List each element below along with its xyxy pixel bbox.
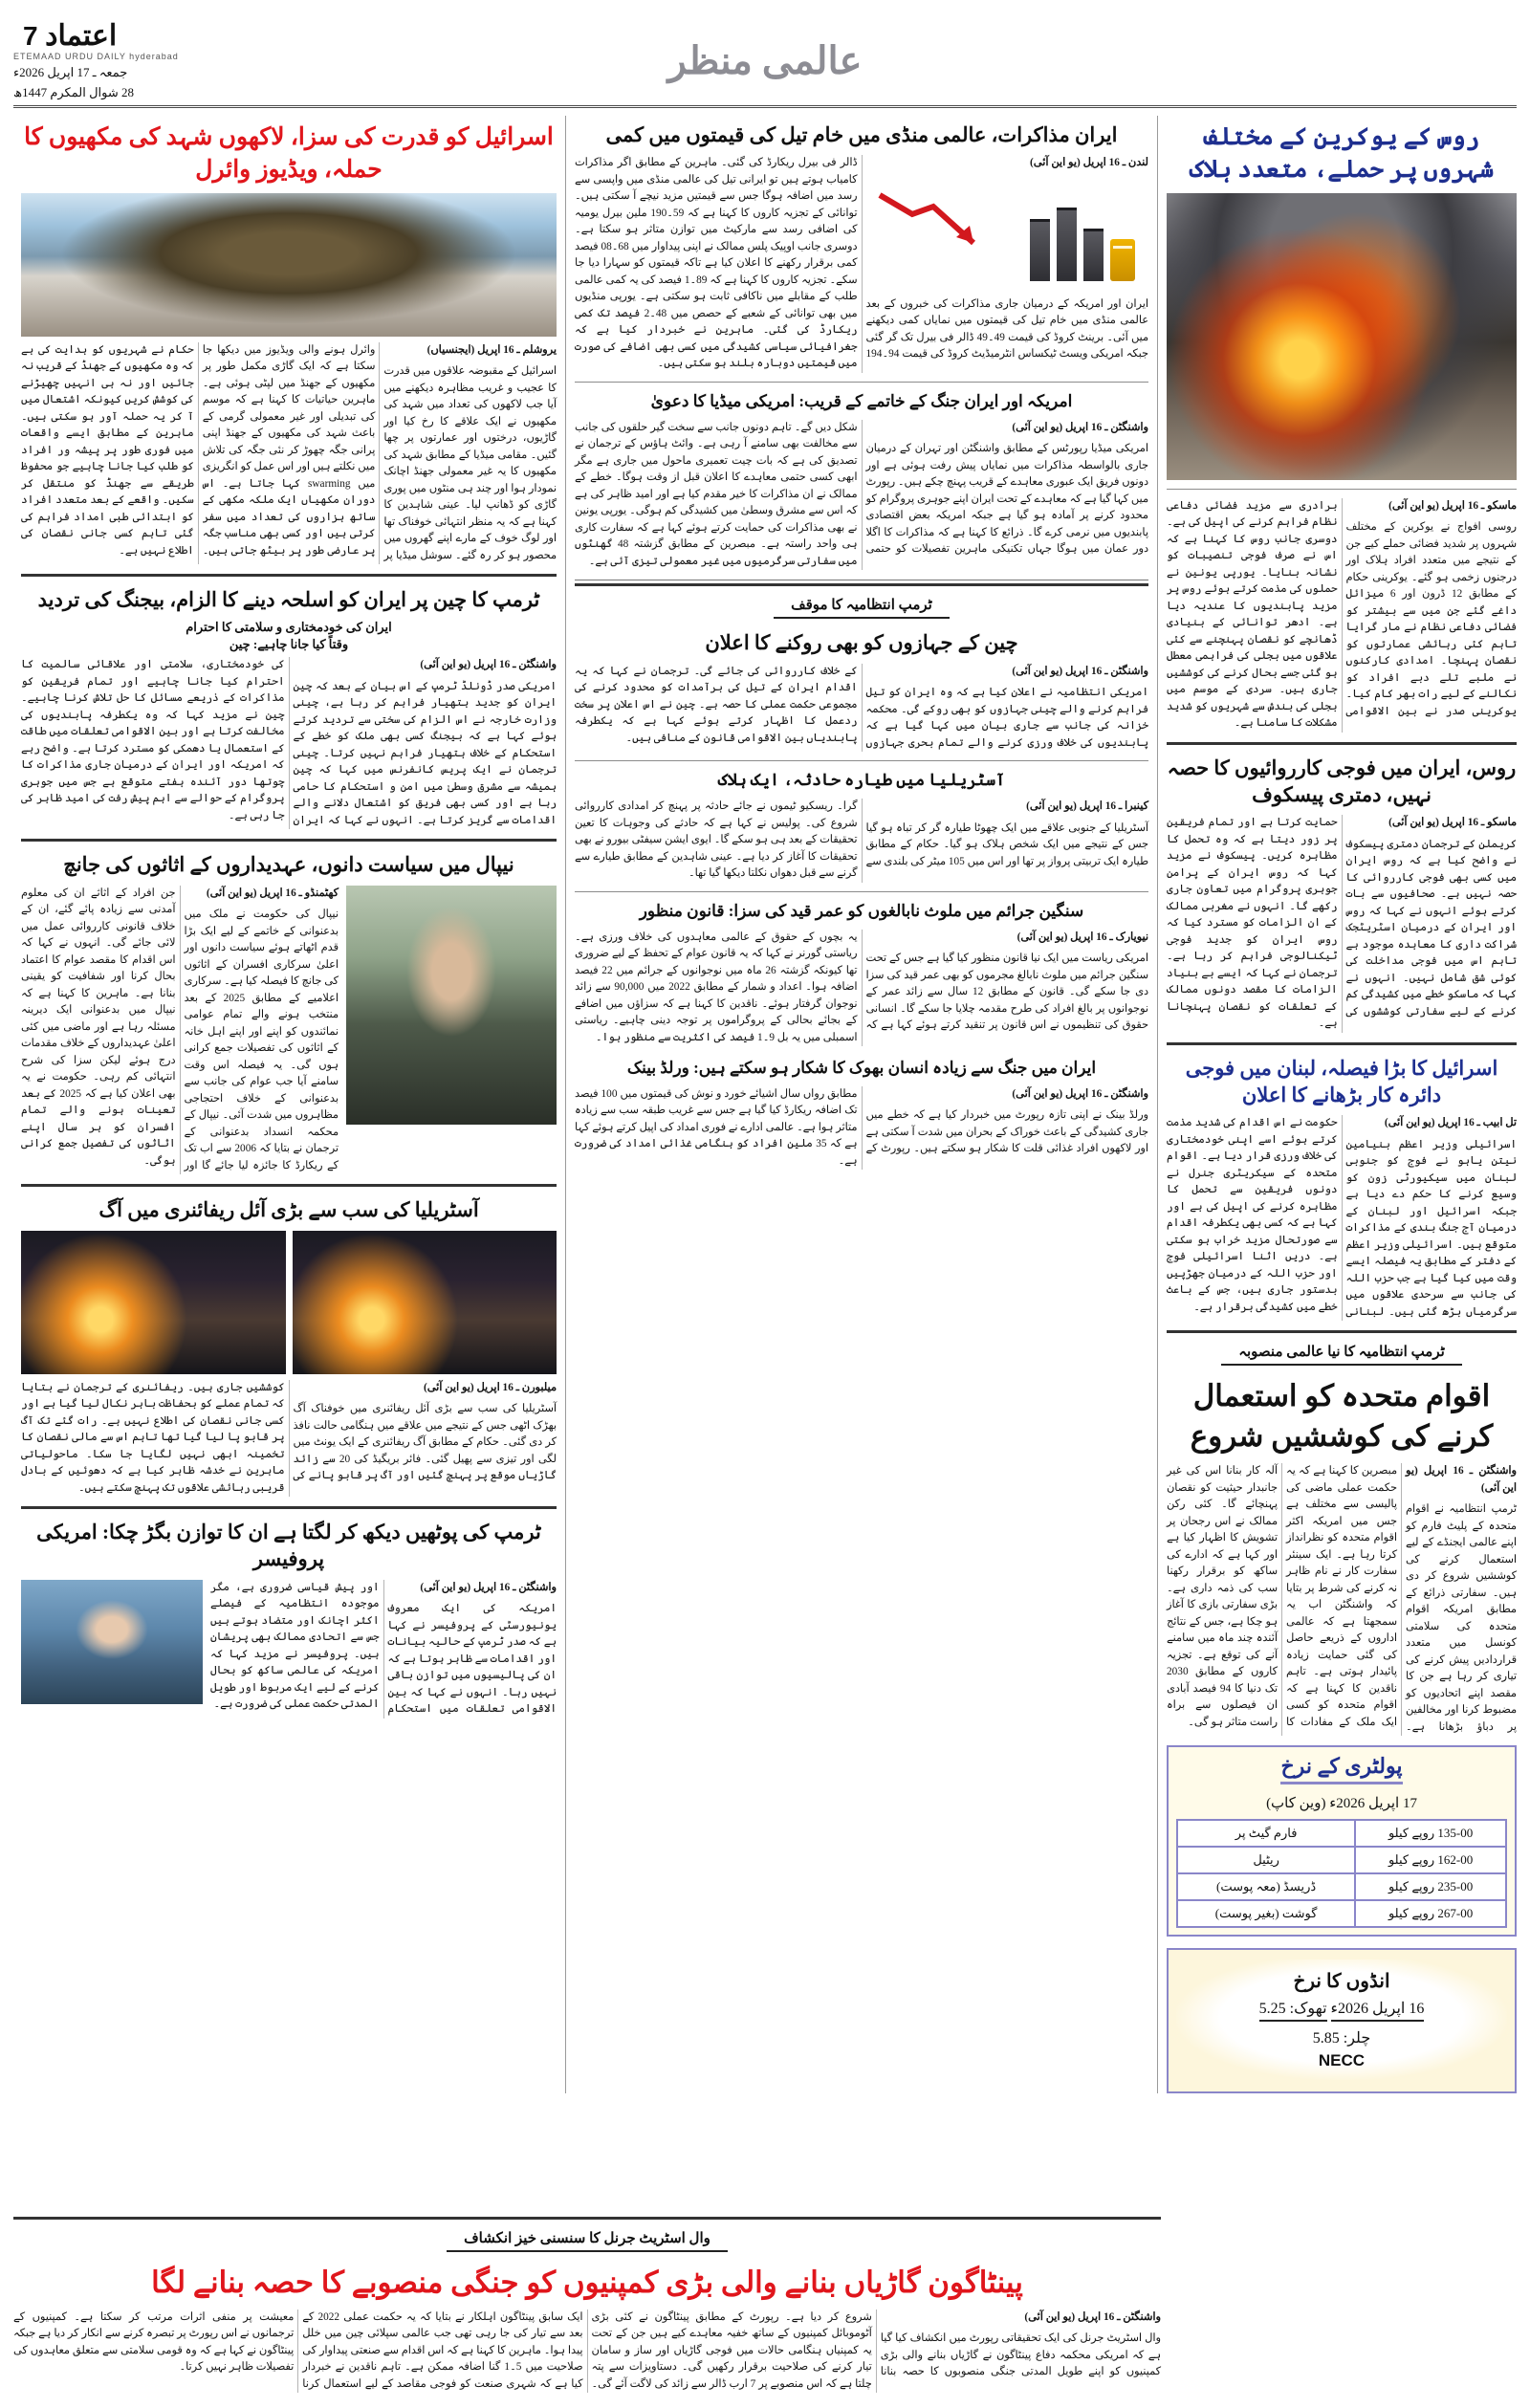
dateline-pentagon: واشنگٹن ـ 16 اپریل (یو این آئی) bbox=[1024, 2310, 1161, 2323]
body-china-trump: امریکی صدر ڈونلڈ ٹرمپ کے اس بیان کے بعد کہ چین ایران کو جدید ہتھیار فراہم کر رہا ہے، چینی وزارت خارجہ نے اس الزام کی سختی سے تردید کرتے ہوئے کہا ہے کہ بیجنگ کسی بھی ملک کو خطے کے استحکام کے خلاف ہتھیار فراہم نہیں کرتا۔ چینی ترجمان نے ایک پریس کانفرنس میں کہا کہ چین ہمیشہ سے مشرق وسطیٰ میں امن و استحکام کا حامی رہا ہے اور کسی بھی فریق کو اشتعال دلانے والے اقدامات سے گریز کرتا ہے۔ انہوں نے کہا کہ ایران کی خودمختاری، سلامتی اور علاقائی سالمیت کا احترام کیا جانا چاہیے اور تمام فریقین کو مذاکرات کے ذریعے مسائل کا حل تلاش کرنا چاہیے۔ چین نے مزید کہا کہ وہ یکطرفہ پابندیوں کی مخالفت کرتا ہے اور بین الاقوامی تعلقات میں طاقت کے استعمال یا دھمکی کو مسترد کرتا ہے۔ واضح رہے کہ امریکہ اور ایران کے درمیان جاری مذاکرات کا چوتھا دور آئندہ ہفتے متوقع ہے جس میں جوہری پروگرام کے حوالے سے اہم پیش رفت کی امید ظاہر کی جا رہی ہے۔ bbox=[21, 659, 557, 826]
article-america-iran-body bbox=[575, 420, 1148, 571]
headline-russia-ukraine: روس کے یوکرین کے مختلف شہروں پر حملے، متعدد ہلاک bbox=[1190, 124, 1494, 183]
dateline-china-trump: واشنگٹن ـ 16 اپریل (یو این آئی) bbox=[420, 659, 557, 671]
poultry-value-1: 162-00 روپے کیلو bbox=[1355, 1847, 1506, 1873]
body-oil-market: ایران اور امریکہ کے درمیان جاری مذاکرات کی خبروں کے بعد عالمی منڈی میں خام تیل کی قیمتوں میں نمایاں کمی دیکھنے میں آئی۔ برینٹ کروڈ کی قیمت 49۔49 ڈالر فی بیرل تک گر گئی جبکہ امریکی ویسٹ ٹیکساس انٹرمیڈیٹ کروڈ کی قیمت 94۔194 ڈالر فی بیرل ریکارڈ کی گئی۔ ماہرین کے مطابق اگر مذاکرات کامیاب ہوتے ہیں تو ایرانی تیل کی عالمی منڈی میں واپسی سے رسد میں اضافہ ہوگا جس سے قیمتیں مزید نیچے آ سکتی ہیں۔ توانائی کے تجزیہ کاروں کا کہنا ہے کہ 59۔190 ملین بیرل یومیہ کی اضافی رسد سے مارکیٹ میں توازن متاثر ہو سکتا ہے۔ دوسری جانب اوپیک پلس ممالک نے اپنی پیداوار میں 68۔08 فیصد کمی برقرار رکھنے کا اعلان کیا ہے تاکہ قیمتوں کو سہارا دیا جا سکے۔ تجزیہ کاروں کا کہنا ہے کہ 89۔1 فیصد کی یہ کمی عالمی طلب کے مقابلے میں ناکافی ثابت ہو سکتی ہے۔ یورپی منڈیوں میں بھی توانائی کے شعبے کے حصص میں 48۔2 فیصد تک کمی ریکارڈ کی گئی۔ ماہرین نے خبردار کیا ہے کہ جغرافیائی سیاسی کشیدگی میں کسی بھی اضافے کی صورت میں قیمتیں دوبارہ بلند ہو سکتی ہیں۔ bbox=[575, 157, 1148, 370]
headline-bees: اسرائیل کو قدرت کی سزا، لاکھوں شہد کی مکھیوں کا حملہ، ویڈیوز وائرل bbox=[24, 124, 554, 183]
table-row bbox=[1177, 1847, 1506, 1873]
article-pentagon-body bbox=[13, 2309, 1161, 2394]
photo-refinery-fire-2 bbox=[21, 1231, 286, 1374]
photo-nepal-official bbox=[346, 886, 557, 1125]
trump-professor-row bbox=[21, 1580, 557, 1718]
paper-name: اعتماد bbox=[45, 20, 118, 52]
body-un-plan: ٹرمپ انتظامیہ نے اقوام متحدہ کے پلیٹ فارم کو اپنے عالمی ایجنڈے کے لیے استعمال کرنے کی کوششیں شروع کر دی ہیں۔ سفارتی ذرائع کے مطابق امریکہ اقوام متحدہ کی سلامتی کونسل میں متعدد قراردادیں پیش کرنے کی تیاری کر رہا ہے جن کا مقصد اپنے اتحادیوں کو مضبوط کرنا اور مخالفین پر دباؤ بڑھانا ہے۔ مبصرین کا کہنا ہے کہ یہ حکمت عملی ماضی کی پالیسی سے مختلف ہے جس میں امریکہ اکثر اقوام متحدہ کو نظرانداز کرتا رہا ہے۔ ایک سینئر سفارت کار نے نام ظاہر نہ کرنے کی شرط پر بتایا کہ واشنگٹن اب یہ سمجھتا ہے کہ عالمی اداروں کے ذریعے حاصل کی گئی حمایت زیادہ پائیدار ہوتی ہے۔ تاہم ناقدین کا کہنا ہے کہ اقوام متحدہ کو کسی ایک ملک کے مفادات کا آلہ کار بنانا اس کی غیر جانبدار حیثیت کو نقصان پہنچائے گا۔ کئی رکن ممالک نے اس رجحان پر تشویش کا اظہار کیا ہے اور کہا ہے کہ ادارے کی ساکھ کو برقرار رکھنا سب کی ذمہ داری ہے۔ بڑی سفارتی بازی کا آغاز ہو چکا ہے، جس کے نتائج آئندہ چند ماہ میں سامنے آنے کی توقع ہے۔ تجزیہ کاروں کے مطابق 2030 تک دنیا کا 94 فیصد آبادی ان فیصلوں سے براہ راست متاثر ہو گی۔ bbox=[1167, 1465, 1517, 1733]
poultry-name-0: فارم گیٹ پر bbox=[1177, 1820, 1355, 1847]
dateline-israel-lebanon: تل ابیب ـ 16 اپریل (یو این آئی) bbox=[1384, 1117, 1517, 1129]
photo-bees-swarm bbox=[21, 193, 557, 337]
headline-israel-lebanon: اسرائیل کا بڑا فیصلہ، لبنان میں فوجی دائرہ کار بڑھانے کا اعلان bbox=[1185, 1056, 1498, 1107]
subhead-china-trump-1: ایران کی خودمختاری و سلامتی کا احترام bbox=[186, 620, 392, 635]
headline-pentagon: پینٹاگون گاڑیاں بنانے والی بڑی کمپنیوں کو جنگی منصوبے کا حصہ بنانے لگا bbox=[151, 2265, 1023, 2299]
poultry-name-3: گوشت (بغیر پوست) bbox=[1177, 1900, 1355, 1927]
body-america-iran: امریکی میڈیا رپورٹس کے مطابق واشنگٹن اور تہران کے درمیان جاری بالواسطہ مذاکرات میں نمایاں پیش رفت ہوئی ہے اور دونوں فریق ایک عبوری معاہدے کے قریب پہنچ چکے ہیں۔ رپورٹ میں کہا گیا ہے کہ معاہدے کے تحت ایران اپنے جوہری پروگرام کو محدود کرنے پر آمادہ ہو گیا ہے جبکہ امریکہ بعض اقتصادی پابندیوں میں نرمی کرے گا۔ ذرائع کا کہنا ہے کہ مذاکرات کا اگلا دور عمان میں ہوگا جہاں تکنیکی ماہرین تفصیلات کو حتمی شکل دیں گے۔ تاہم دونوں جانب سے سخت گیر حلقوں کی جانب سے مخالفت بھی سامنے آ رہی ہے۔ وائٹ ہاؤس کے ترجمان نے تصدیق کی ہے کہ بات چیت تعمیری ماحول میں جاری ہے مگر ابھی کسی حتمی معاہدے کا اعلان قبل از وقت ہوگا۔ خطے کے ممالک نے ان مذاکرات کا خیر مقدم کیا ہے اور امید ظاہر کی ہے کہ اس سے مشرق وسطیٰ میں کشیدگی کم ہوگی۔ یورپی یونین نے بھی مذاکرات کی حمایت کرتے ہوئے کہا ہے کہ سفارت کاری ہی واحد راستہ ہے۔ مبصرین کے مطابق گزشتہ 48 گھنٹوں میں سفارتی سرگرمیوں میں غیر معمولی تیزی آئی ہے۔ bbox=[575, 421, 1148, 567]
column-divider bbox=[1157, 116, 1158, 2093]
body-russia-ukraine: روسی افواج نے یوکرین کے مختلف شہروں پر شدید فضائی حملے کیے جن کے نتیجے میں متعدد افراد ہلاک اور درجنوں زخمی ہو گئے۔ یوکرینی حکام کے مطابق 12 ڈرون اور 6 میزائل داغے گئے جن میں سے بیشتر کو فضائی دفاعی نظام نے مار گرایا تاہم کئی رہائشی عمارتوں کو نقصان پہنچا۔ امدادی کارکنوں نے ملبے تلے دبے افراد کو نکالنے کے لیے رات بھر کام کیا۔ یوکرینی صدر نے بین الاقوامی برادری سے مزید فضائی دفاعی نظام فراہم کرنے کی اپیل کی ہے۔ دوسری جانب روس کا کہنا ہے کہ اس نے صرف فوجی تنصیبات کو نشانہ بنایا۔ یورپی یونین نے حملوں کی مذمت کرتے ہوئے روس پر مزید پابندیوں کا عندیہ دیا ہے۔ ادھر توانائی کے بنیادی ڈھانچے کو نقصان پہنچنے سے کئی علاقوں میں بجلی کی فراہمی معطل ہو گئی جسے بحال کرنے کی کوششیں جاری ہیں۔ سردی کے موسم میں بجلی کی بندش سے شہریوں کو شدید مشکلات کا سامنا ہے۔ bbox=[1167, 499, 1517, 729]
photo-refinery-fire-1 bbox=[293, 1231, 557, 1374]
article-crime-law-body bbox=[575, 930, 1148, 1047]
page-number: 7 bbox=[23, 21, 38, 51]
article-oil-market-body bbox=[575, 155, 1148, 373]
dateline-russia-iran: ماسکو ـ 16 اپریل (یو این آئی) bbox=[1388, 817, 1517, 829]
headline-australia-plane: آسٹریلیا میں طیارہ حادثہ، ایک ہلاک bbox=[717, 771, 1006, 790]
article-china-trump-body bbox=[21, 657, 557, 829]
photo-un-spokesperson bbox=[21, 1580, 203, 1704]
headline-australia-refinery: آسٹریلیا کی سب سے بڑی آئل ریفائنری میں آگ bbox=[98, 1198, 479, 1222]
kicker-china-aircraft: ٹرمپ انتظامیہ کا موقف bbox=[774, 596, 950, 619]
poultry-name-2: ڈریسڈ (معہ پوست) bbox=[1177, 1873, 1355, 1900]
body-australia-refinery: آسٹریلیا کی سب سے بڑی آئل ریفائنری میں خوفناک آگ بھڑک اٹھی جس کے نتیجے میں علاقے میں ہنگامی حالت نافذ کر دی گئی۔ حکام کے مطابق آگ ریفائنری کے ایک یونٹ میں لگی اور تیزی سے پھیل گئی۔ فائر بریگیڈ کی 20 سے زائد گاڑیاں موقع پر پہنچ گئیں اور آگ پر قابو پانے کی کوششیں جاری ہیں۔ ریفائنری کے ترجمان نے بتایا کہ تمام عملے کو بحفاظت باہر نکال لیا گیا ہے اور کسی جانی نقصان کی اطلاع نہیں ہے۔ رات گئے تک آگ پر قابو پا لیا گیا تھا تاہم اس سے مالی نقصان کا تخمینہ ابھی نہیں لگایا جا سکا۔ ماحولیاتی ماہرین نے خدشہ ظاہر کیا ہے کہ دھوئیں کے بادل قریبی رہائشی علاقوں تک پہنچ سکتے ہیں۔ bbox=[21, 1381, 557, 1494]
dateline-nepal: کھٹمنڈو ـ 16 اپریل (یو این آئی) bbox=[206, 887, 339, 899]
body-bees: اسرائیل کے مقبوضہ علاقوں میں قدرت کا عجیب و غریب مظاہرہ دیکھنے میں آیا جب لاکھوں کی تعداد میں شہد کی مکھیوں نے ایک علاقے کا رخ کیا اور گاڑیوں، درختوں اور عمارتوں پر چھا گئیں۔ مقامی میڈیا کے مطابق شہد کی مکھیوں کا یہ غیر معمولی جھنڈ اچانک نمودار ہوا اور چند ہی منٹوں میں پوری گاڑی کو ڈھانپ لیا۔ عینی شاہدین کا کہنا ہے کہ یہ منظر انتہائی خوفناک تھا اور لوگ خوف کے مارے اپنے گھروں میں محصور ہو کر رہ گئے۔ سوشل میڈیا پر وائرل ہونے والی ویڈیوز میں دیکھا جا سکتا ہے کہ ایک گاڑی مکمل طور پر مکھیوں کے جھنڈ میں لپٹی ہوئی ہے۔ ماہرین حیاتیات کا کہنا ہے کہ موسم کی تبدیلی اور غیر معمولی گرمی کے باعث شہد کی مکھیوں کے جھنڈ اپنی پرانی جگہ چھوڑ کر نئی جگہ کی تلاش میں نکلتے ہیں اور اس عمل کو انگریزی میں swarming کہا جاتا ہے۔ اس دوران مکھیاں ایک ملکہ مکھی کے ساتھ ہزاروں کی تعداد میں سفر کرتی ہیں اور کسی بھی مناسب جگہ پر عارضی طور پر بیٹھ جاتی ہیں۔ حکام نے شہریوں کو ہدایت کی ہے کہ وہ مکھیوں کے جھنڈ کے قریب نہ جائیں اور نہ ہی انہیں چھیڑنے کی کوشش کریں کیونکہ اشتعال میں آ کر یہ حملہ آور ہو سکتی ہیں۔ ماہرین کے مطابق ایسے واقعات میں فوری طور پر پیشہ ور افراد کو طلب کیا جانا چاہیے جو محفوظ طریقے سے جھنڈ کو منتقل کر سکیں۔ واقعے کے بعد متعدد افراد کو ابتدائی طبی امداد فراہم کی گئی تاہم کسی جانی نقصان کی اطلاع نہیں ہے۔ bbox=[21, 343, 557, 561]
body-crime-law: امریکی ریاست میں ایک نیا قانون منظور کیا گیا ہے جس کے تحت سنگین جرائم میں ملوث نابالغ مجرموں کو بھی عمر قید کی سزا دی جا سکے گی۔ قانون کے مطابق 12 سال سے زائد عمر کے نوجوانوں پر بالغ افراد کی طرح مقدمہ چلایا جا سکے گا۔ انسانی حقوق کی تنظیموں نے اس قانون پر تنقید کرتے ہوئے کہا ہے کہ یہ بچوں کے حقوق کے عالمی معاہدوں کی خلاف ورزی ہے۔ ریاستی گورنر نے کہا کہ یہ قانون عوام کے تحفظ کے لیے ضروری تھا کیونکہ گزشتہ 26 ماہ میں نوجوانوں کے جرائم میں 22 فیصد اضافہ ہوا۔ اعداد و شمار کے مطابق 2022 میں 90,000 سے زائد نوجوان گرفتار ہوئے۔ ناقدین کا کہنا ہے کہ سزاؤں میں اضافے کے بجائے بحالی کے پروگراموں پر توجہ دینی چاہیے۔ ریاستی اسمبلی میں یہ بل 9۔1 فیصد کی اکثریت سے منظور ہوا۔ bbox=[575, 930, 1148, 1043]
masthead bbox=[13, 17, 1517, 108]
downtrend-arrow-icon bbox=[874, 187, 989, 254]
article-trump-professor-body bbox=[210, 1580, 557, 1718]
chart-bar-0 bbox=[1030, 219, 1050, 281]
table-row bbox=[1177, 1820, 1506, 1847]
egg-rates-box bbox=[1167, 1948, 1517, 2093]
dateline-crime-law: نیویارک ـ 16 اپریل (یو این آئی) bbox=[1016, 930, 1148, 943]
chart-bar-2 bbox=[1083, 229, 1104, 281]
poultry-value-0: 135-00 روپے کیلو bbox=[1355, 1820, 1506, 1847]
section-title-wrap bbox=[13, 38, 1517, 83]
article-bees-body bbox=[21, 342, 557, 565]
date-hijri: 28 شوال المکرم 1447ھ bbox=[13, 85, 134, 100]
newspaper-page bbox=[0, 17, 1530, 2408]
body-russia-iran: کریملن کے ترجمان دمتری پیسکوف نے واضح کیا ہے کہ روس ایران میں کسی بھی فوجی کارروائی کا حصہ نہیں ہے۔ صحافیوں سے بات کرتے ہوئے انہوں نے کہا کہ روس اور ایران کے درمیان اسٹریٹجک شراکت داری کا معاہدہ موجود ہے تاہم اس میں فوجی مداخلت کی کوئی شق شامل نہیں۔ انہوں نے کہا کہ ماسکو خطے میں کشیدگی کم کرنے کے لیے سفارتی کوششوں کی حمایت کرتا ہے اور تمام فریقین پر زور دیتا ہے کہ وہ تحمل کا مظاہرہ کریں۔ پیسکوف نے مزید کہا کہ روس ایران کے پرامن جوہری پروگرام میں تعاون جاری رکھے گا۔ انہوں نے مغربی ممالک کے ان الزامات کو مسترد کیا کہ روس ایران کو جدید فوجی ٹیکنالوجی فراہم کر رہا ہے۔ ترجمان نے کہا کہ ایسے بے بنیاد الزامات کا مقصد دونوں ممالک کے تعلقات کو نقصان پہنچانا ہے۔ bbox=[1167, 817, 1517, 1030]
column-left bbox=[21, 116, 557, 2093]
dateline-oil-market: لندن ـ 16 اپریل (یو این آئی) bbox=[1030, 157, 1148, 169]
headline-hunger: ایران میں جنگ سے زیادہ انسان بھوک کا شکار ہو سکتے ہیں: ورلڈ بینک bbox=[626, 1059, 1097, 1077]
subhead-china-trump-2: وقتاً کیا جانا چاہیے: چین bbox=[229, 637, 349, 652]
dateline-america-iran: واشنگٹن ـ 16 اپریل (یو این آئی) bbox=[1012, 421, 1148, 433]
dateline-un-plan: واشنگٹن ـ 16 اپریل (یو این آئی) bbox=[1406, 1465, 1517, 1494]
chart-bars bbox=[1030, 208, 1135, 281]
dateline-russia-ukraine: ماسکو ـ 16 اپریل (یو این آئی) bbox=[1388, 499, 1517, 512]
table-row bbox=[1177, 1873, 1506, 1900]
pentagon-strip bbox=[13, 2207, 1161, 2393]
table-row bbox=[1177, 1900, 1506, 1927]
chart-bar-1 bbox=[1057, 208, 1077, 281]
column-divider bbox=[565, 116, 566, 2093]
body-china-aircraft: امریکی انتظامیہ نے اعلان کیا ہے کہ وہ ایران کو تیل فراہم کرنے والے چینی جہازوں کو بھی روکے گی۔ محکمہ خزانہ کی جانب سے جاری بیان میں کہا گیا ہے کہ پابندیوں کی خلاف ورزی کرنے والے تمام بحری جہازوں کے خلاف کارروائی کی جائے گی۔ ترجمان نے کہا کہ یہ اقدام ایران کے تیل کی برآمدات کو محدود کرنے کی مجموعی حکمت عملی کا حصہ ہے۔ چین نے اس اعلان پر سخت ردعمل کا اظہار کرتے ہوئے کہا ہے کہ یکطرفہ پابندیاں بین الاقوامی قانون کے منافی ہیں۔ bbox=[575, 665, 1148, 749]
photo-ukraine-fire bbox=[1167, 193, 1517, 480]
kicker-un-wrap bbox=[1167, 1343, 1517, 1370]
chart-tank-icon bbox=[1110, 239, 1135, 281]
headline-trump-professor: ٹرمپ کی پوٹھیں دیکھ کر لگتا ہے ان کا توازن بگڑ چکا: امریکی پروفیسر bbox=[36, 1521, 541, 1571]
poultry-date: 17 اپریل 2026ء (وین کاپ) bbox=[1266, 1796, 1417, 1812]
body-australia-plane: آسٹریلیا کے جنوبی علاقے میں ایک چھوٹا طیارہ گر کر تباہ ہو گیا جس کے نتیجے میں ایک شخص ہلاک ہو گیا۔ حکام کے مطابق طیارہ ایک تربیتی پرواز پر تھا اور اس میں 105 میٹر کی بلندی سے گرا۔ ریسکیو ٹیموں نے جائے حادثہ پر پہنچ کر امدادی کارروائی شروع کی۔ پولیس نے کہا ہے کہ حادثے کی وجوہات کا تعین تحقیقات کے بعد ہی ہو سکے گا۔ ایوی ایشن سیفٹی بیورو نے بھی تحقیقات کا آغاز کر دیا ہے۔ عینی شاہدین کے مطابق طیارے سے گرنے سے قبل دھواں نکلتا دیکھا گیا تھا۔ bbox=[575, 800, 1149, 880]
article-australia-plane-body bbox=[575, 799, 1148, 883]
article-russia-ukraine-body bbox=[1167, 498, 1517, 733]
date-gregorian: جمعہ ـ 17 اپریل 2026ء bbox=[13, 64, 128, 79]
headline-russia-iran-military: روس، ایران میں فوجی کارروائیوں کا حصہ نہیں، دمتری پیسکوف bbox=[1167, 755, 1517, 806]
article-russia-iran-body bbox=[1167, 815, 1517, 1033]
body-israel-lebanon: اسرائیلی وزیر اعظم بنیامین نیتن یاہو نے فوج کو جنوبی لبنان میں سیکیورٹی زون کو وسیع کرنے کا حکم دے دیا ہے جبکہ اسرائیل اور لبنان کے درمیان آج جنگ بندی کے مذاکرات متوقع ہیں۔ اسرائیلی وزیر اعظم کے دفتر کے مطابق یہ فیصلہ ایسے وقت میں کیا گیا ہے جب حزب اللہ کی جانب سے سرحدی علاقوں میں سرگرمیاں بڑھ گئی ہیں۔ لبنانی حکومت نے اس اقدام کی شدید مذمت کرتے ہوئے اسے اپنی خودمختاری کی خلاف ورزی قرار دیا ہے۔ اقوام متحدہ کے سیکریٹری جنرل نے دونوں فریقین سے تحمل کا مظاہرہ کرنے کی اپیل کی ہے اور کہا ہے کہ کسی بھی یکطرفہ اقدام سے صورتحال مزید خراب ہو سکتی ہے۔ دریں اثنا اسرائیلی فوج اور حزب اللہ کے درمیان جھڑپیں بدستور جاری ہیں، جس کے باعث خطے میں کشیدگی برقرار ہے۔ bbox=[1167, 1117, 1517, 1318]
dateline-trump-professor: واشنگٹن ـ 16 اپریل (یو این آئی) bbox=[420, 1581, 557, 1593]
poultry-name-1: ریٹیل bbox=[1177, 1847, 1355, 1873]
poultry-rates-box bbox=[1167, 1745, 1517, 1937]
poultry-title: پولٹری کے نرخ bbox=[1280, 1754, 1402, 1784]
headline-crime-law: سنگین جرائم میں ملوث نابالغوں کو عمر قید کی سزا: قانون منظور bbox=[639, 901, 1084, 920]
headline-america-iran-war: امریکہ اور ایران جنگ کے خاتمے کے قریب: امریکی میڈیا کا دعویٰ bbox=[650, 391, 1073, 410]
article-nepal-body bbox=[21, 886, 339, 1175]
headline-un-plan: اقوام متحدہ کو استعمال کرنے کی کوششیں شروع bbox=[1190, 1379, 1494, 1454]
body-nepal: نیپال کی حکومت نے ملک میں بدعنوانی کے خاتمے کے لیے ایک بڑا قدم اٹھاتے ہوئے سیاست دانوں اور اعلیٰ سرکاری افسران کے اثاثوں کی جانچ کا فیصلہ کیا ہے۔ سرکاری اعلامیے کے مطابق 2025 کے بعد منتخب ہونے والے تمام عوامی نمائندوں کو اپنے اور اپنے اہل خانہ کے اثاثوں کی تفصیلات جمع کرانی ہوں گی۔ یہ فیصلہ اس وقت سامنے آیا جب عوام کی جانب سے بدعنوانی کے خلاف احتجاجی مظاہروں میں شدت آئی۔ نیپال کے محکمہ انسداد بدعنوانی کے ترجمان نے بتایا کہ 2006 سے اب تک کے ریکارڈ کا جائزہ لیا جائے گا اور جن افراد کے اثاثے ان کی معلوم آمدنی سے زیادہ پائے گئے، ان کے خلاف قانونی کارروائی عمل میں لائی جائے گی۔ انہوں نے کہا کہ اس اقدام کا مقصد عوام کا اعتماد بحال کرنا اور شفافیت کو یقینی بنانا ہے۔ ماہرین کا کہنا ہے کہ نیپال میں بدعنوانی ایک دیرینہ مسئلہ رہا ہے اور ماضی میں کئی اعلیٰ عہدیداروں کے خلاف مقدمات درج ہوئے لیکن سزا کی شرح انتہائی کم رہی۔ حکومت نے یہ بھی اعلان کیا ہے کہ 2025 کے بعد تعینات ہونے والے تمام افسران کو ہر سال اپنے اثاثوں کی تفصیل جمع کرانی ہوگی۔ bbox=[21, 887, 339, 1171]
egg-retail: چلر: 5.85 bbox=[1312, 2030, 1371, 2047]
kicker-china-aircraft-wrap bbox=[575, 596, 1148, 624]
paper-latin-name: ETEMAAD URDU DAILY hyderabad bbox=[13, 51, 179, 61]
column-middle bbox=[575, 116, 1148, 2093]
dateline-hunger: واشنگٹن ـ 16 اپریل (یو این آئی) bbox=[1012, 1087, 1148, 1100]
egg-date: 16 اپریل 2026ء bbox=[1331, 1999, 1425, 2022]
poultry-value-3: 267-00 روپے کیلو bbox=[1355, 1900, 1506, 1927]
article-un-plan-body bbox=[1167, 1463, 1517, 1736]
body-pentagon: وال اسٹریٹ جرنل کی ایک تحقیقاتی رپورٹ میں انکشاف کیا گیا ہے کہ امریکی محکمہ دفاع پینٹاگون نے گاڑیاں بنانے والی بڑی کمپنیوں کو اپنے طویل المدتی جنگی منصوبوں کا حصہ بنانا شروع کر دیا ہے۔ رپورٹ کے مطابق پینٹاگون نے کئی بڑی آٹوموبائل کمپنیوں کے ساتھ خفیہ معاہدے کیے ہیں جن کے تحت یہ کمپنیاں ہنگامی حالات میں فوجی گاڑیاں اور ساز و سامان تیار کرنے کی صلاحیت برقرار رکھیں گی۔ دستاویزات سے پتہ چلتا ہے کہ اس منصوبے پر 7 ارب ڈالر سے زائد کی لاگت آئے گی۔ ایک سابق پینٹاگون اہلکار نے بتایا کہ یہ حکمت عملی 2022 کے بعد سے تیار کی جا رہی تھی جب عالمی سپلائی چین میں خلل پیدا ہوا۔ ماہرین کا کہنا ہے کہ اس اقدام سے صنعتی پیداوار کی صلاحیت میں 5۔1 گنا اضافہ ممکن ہے۔ تاہم ناقدین نے خبردار کیا ہے کہ شہری صنعت کو فوجی مقاصد کے لیے استعمال کرنا معیشت پر منفی اثرات مرتب کر سکتا ہے۔ کمپنیوں کے ترجمانوں نے اس رپورٹ پر تبصرہ کرنے سے انکار کر دیا ہے جبکہ پینٹاگون نے کہا ہے کہ وہ قومی سلامتی سے متعلق معاہدوں کی تفصیلات ظاہر نہیں کرتا۔ bbox=[13, 2310, 1161, 2390]
dateline-australia-plane: کینبرا ـ 16 اپریل (یو این آئی) bbox=[1026, 800, 1148, 813]
poultry-title-wrap bbox=[1176, 1754, 1507, 1790]
poultry-rates-table bbox=[1176, 1819, 1507, 1928]
kicker-un-plan: ٹرمپ انتظامیہ کا نیا عالمی منصوبہ bbox=[1221, 1343, 1462, 1366]
poultry-value-2: 235-00 روپے کیلو bbox=[1355, 1873, 1506, 1900]
nepal-row bbox=[21, 886, 557, 1175]
article-hunger-body bbox=[575, 1086, 1148, 1171]
egg-oval bbox=[1176, 1959, 1507, 2080]
refinery-photo-row bbox=[21, 1231, 557, 1374]
column-right bbox=[1167, 116, 1517, 2093]
headline-china-trump: ٹرمپ کا چین پر ایران کو اسلحہ دینے کا الزام، بیجنگ کی تردید bbox=[37, 588, 540, 611]
article-australia-refinery-body bbox=[21, 1380, 557, 1498]
oil-price-chart bbox=[866, 178, 1149, 293]
headline-nepal: نیپال میں سیاست دانوں، عہدیداروں کے اثاثوں کی جانچ bbox=[63, 853, 514, 877]
kicker-pentagon: وال اسٹریٹ جرنل کا سنسنی خیز انکشاف bbox=[447, 2229, 728, 2252]
dateline-australia-refinery: میلبورن ـ 16 اپریل (یو این آئی) bbox=[423, 1381, 557, 1393]
headline-china-aircraft: چین کے جہازوں کو بھی روکنے کا اعلان bbox=[705, 631, 1018, 655]
article-china-aircraft-body bbox=[575, 664, 1148, 753]
page-grid bbox=[13, 116, 1517, 2093]
kicker-pentagon-wrap bbox=[13, 2229, 1161, 2257]
section-title: عالمی منظر bbox=[667, 39, 863, 82]
headline-oil-market: ایران مذاکرات، عالمی منڈی میں خام تیل کی قیمتوں میں کمی bbox=[605, 123, 1118, 146]
body-trump-professor: امریکہ کی ایک معروف یونیورسٹی کے پروفیسر نے کہا ہے کہ صدر ٹرمپ کے حالیہ بیانات اور اقدامات سے ظاہر ہوتا ہے کہ ان کی پالیسیوں میں توازن باقی نہیں رہا۔ انہوں نے کہا کہ بین الاقوامی تعلقات میں استحکام اور پیش قیاسی ضروری ہے، مگر موجودہ انتظامیہ کے فیصلے اکثر اچانک اور متضاد ہوتے ہیں جس سے اتحادی ممالک بھی پریشان ہیں۔ پروفیسر نے مزید کہا کہ امریکہ کی عالمی ساکھ کو بحال کرنے کے لیے ایک مربوط اور طویل المدتی حکمت عملی کی ضرورت ہے۔ bbox=[210, 1581, 557, 1716]
egg-source: NECC bbox=[1318, 2051, 1366, 2070]
body-hunger: ورلڈ بینک نے اپنی تازہ رپورٹ میں خبردار کیا ہے کہ خطے میں جاری کشیدگی کے باعث خوراک کے بحران میں شدت آ سکتی ہے اور لاکھوں افراد غذائی قلت کا شکار ہو سکتے ہیں۔ رپورٹ کے مطابق رواں سال اشیائے خورد و نوش کی قیمتوں میں 100 فیصد تک اضافہ ریکارڈ کیا گیا ہے جس سے غریب طبقہ سب سے زیادہ متاثر ہوا ہے۔ عالمی ادارے نے فوری امداد کی اپیل کرتے ہوئے کہا ہے کہ 35 ملین افراد کو ہنگامی غذائی امداد کی ضرورت ہے۔ bbox=[575, 1087, 1148, 1167]
egg-title: انڈوں کا نرخ bbox=[1293, 1971, 1390, 1993]
dateline-bees: یروشلم ـ 16 اپریل (ایجنسیاں) bbox=[426, 343, 557, 356]
bees-photo-row bbox=[21, 193, 557, 337]
egg-wholesale: تھوک: 5.25 bbox=[1259, 1999, 1327, 2022]
article-israel-lebanon-body bbox=[1167, 1115, 1517, 1321]
dateline-china-aircraft: واشنگٹن ـ 16 اپریل (یو این آئی) bbox=[1012, 665, 1148, 677]
